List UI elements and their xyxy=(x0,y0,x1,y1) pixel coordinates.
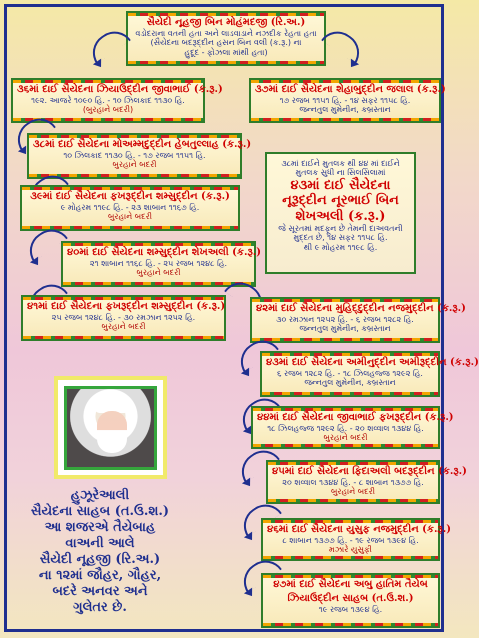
card-line: ૧૦ ઝિલકાદ ૧૧૩૦ હિ. - ૧૭ રજબ ૧૧૫૧ હિ. xyxy=(63,151,206,160)
card-title: ૪૨માં દાઈ સૈયેદના મુહિદ્દુદ્દીન નજમુદ્દીન (ક.રૂ.) xyxy=(256,303,466,314)
card-line: ૯ મોહરમ ૧૧૯૮ હિ. - ૨૩ શાબાન ૧૧૬૭ હિ. xyxy=(60,203,200,212)
card-line: ૧૯૨. આજરે ૧૦૯૦ હિ. - ૧૦ ઝિલકાદ ૧૧૩૦ હિ. xyxy=(31,96,185,105)
card-line: ૮ શાબાન ૧૩૭૭ હિ. - ૧૯ રજબ ૧૩૯૪ હિ. xyxy=(282,536,419,545)
card-title: ૪૫માં દાઈ સૈયેદના ફિદાઅલી બદરૂદ્દીન (ક.રૂ.) xyxy=(272,466,467,477)
card-title: ૩૭માં દાઈ સૈયેદના શેહાબુદ્દીન જલાલ (ક.રૂ.) xyxy=(255,84,446,95)
lineage-card xyxy=(260,351,479,397)
tribute-line: સૈયેદના સાહબ (ત.ઉ.શ.) xyxy=(30,503,170,519)
card-line: બુરહાને બદરી xyxy=(136,268,181,278)
tribute-line: હુઝૂરેઆલી xyxy=(70,488,130,503)
header-card xyxy=(126,11,326,66)
portrait-frame xyxy=(54,376,167,479)
lineage-card xyxy=(261,518,451,561)
header-line: (સૈયેદના બદરૂદ્દીન હસન બિન વલી (ક.રૂ.) ના xyxy=(150,38,302,48)
card-title: ૩૯માં દાઈ સૈયેદના ફખરૂદ્દીન શમ્સુદ્દીન (ક.રૂ.) xyxy=(30,191,230,202)
header-line: વડોદરાના વતની હતા અને લાડવાડાને નઝદીક રેહતા હતા xyxy=(135,29,317,38)
card-line: બુરહાને બદરી xyxy=(323,433,368,443)
header-title: સૈયેદી નૂહજી બિન મોહંમદજી (રિ.અ.) xyxy=(146,17,306,28)
tribute-line: આ શજરએ તૈયેબાહ xyxy=(44,519,156,535)
tribute-line: વાઅની આલે xyxy=(65,535,135,551)
highlight-title: નૂરૂદ્દીન નૂરભાઈ બિન xyxy=(282,193,399,209)
card-line: (બુરહાને બદરી) xyxy=(82,105,134,115)
tribute-line: ગુલેતર છે. xyxy=(73,599,127,615)
lineage-card xyxy=(20,185,240,231)
card-line: જન્નતુલ મુમેનીન, કબ્રસ્તાન xyxy=(299,105,391,115)
card-line: બુરહાને બદરી xyxy=(101,322,146,332)
highlight-box xyxy=(265,152,416,274)
lineage-card xyxy=(61,241,261,287)
lineage-card xyxy=(21,295,226,341)
lineage-card xyxy=(249,78,446,123)
card-line: ૨૧ શાબાન ૧૧૬૮ હિ. - ૨૫ રજબ ૧૨૪૮ હિ. xyxy=(89,259,228,268)
highlight-line: મુતલક સુધી ના સિલસિલામાં xyxy=(295,168,386,178)
card-line: બુરહાને બદરી xyxy=(107,212,153,222)
card-title: ૪૬માં દાઈ સૈયેદના યુસુફ નજમુદ્દીન (ક.રૂ.) xyxy=(267,524,451,535)
lineage-card xyxy=(261,573,440,628)
card-line: ૧૭ રજબ ૧૧૫૧ હિ. - ૧૪ સફર ૧૧૫૮ હિ. xyxy=(279,96,411,105)
lineage-card xyxy=(11,78,223,123)
card-line: જન્નતુલ મુમેનીન, કબ્રસ્તાન xyxy=(299,324,391,334)
card-title: ૪૧માં દાઈ સૈયેદના ફખરૂદ્દીન શમ્સુદ્દીન (ક.રૂ.) xyxy=(27,301,226,312)
tribute-line: બદરે અનવર અને xyxy=(52,583,148,599)
card-line: જન્નતુલ મુમેનીન, કબ્રસ્તાન xyxy=(304,378,396,388)
card-line: ૧૯ રજબ ૧૩૯૪ હિ. xyxy=(318,605,383,614)
card-title: ૩૮માં દાઈ સૈયેદના મોઅમ્મદુદ્દીન હેબતુલ્લાહ (ક.રૂ.) xyxy=(33,139,252,150)
highlight-line: ૩૮માં દાઈને મુતલક થી ૪૪ માં દાઈને xyxy=(281,159,400,168)
lineage-card xyxy=(251,406,454,449)
card-line: બુરહાને બદરી xyxy=(112,160,157,170)
highlight-title: શેખઅલી (ક.રૂ.) xyxy=(295,208,386,224)
lineage-card xyxy=(250,297,466,343)
card-title: ઝિયાઉદ્દીન સાહબ (ત.ઉ.શ.) xyxy=(287,593,414,604)
card-title: ૪૩માં દાઈ સૈયેદના અમીનુદ્દીન અમીરૂદ્દીન (ક.રૂ.) xyxy=(266,357,479,368)
card-title: ૪૪માં દાઈ સૈયેદના જીવાભાઈ ફખરૂદ્દીન (ક.રૂ.) xyxy=(257,412,454,423)
card-line: બુરહાને બદરી xyxy=(330,487,376,497)
lineage-card xyxy=(266,460,467,504)
highlight-line: જે સૂરતમાં મદફૂન છે તેમની દાઅવતની xyxy=(278,223,403,233)
card-line: ૨૫ રજબ ૧૨૪૮ હિ. - ૩૦ રમઝાન ૧૨૫૨ હિ. xyxy=(51,313,196,322)
tribute-line: સૈયેદી નૂહજી (રિ.અ.) xyxy=(39,551,161,567)
card-title: ૩૬માં દાઈ સૈયેદના ઝિયાઉદ્દીન જીવાભાઈ (ક.રૂ.) xyxy=(17,84,223,95)
tribute-text xyxy=(25,488,175,618)
highlight-line: થી ૯ મોહરમ ૧૧૯૮ હિ. xyxy=(303,242,378,252)
portrait-image xyxy=(64,386,157,470)
highlight-title: ૪૩માં દાઈ સૈયેદના xyxy=(290,177,391,193)
card-line: ૬ રજબ ૧૨૮૨ હિ. - ૧૮ ઝિલહજ્જ ૧૨૯૨ હિ. xyxy=(277,369,423,378)
card-line: ૧૮ ઝિલહજ્જ ૧૨૯૨ હિ. - ૨૦ શવ્વાલ ૧૩૪૪ હિ. xyxy=(267,424,424,433)
card-title: ૪૦માં દાઈ સૈયેદના શમ્સુદ્દીન શેખઅલી (ક.રૂ.) xyxy=(67,247,261,258)
header-line: હુદૂદ - ફોઝલા માંથી હતા) xyxy=(184,47,268,57)
card-line: મઝારે યુસુફી xyxy=(329,545,372,555)
lineage-card xyxy=(27,133,252,179)
card-title: ૪૭માં દાઈ સૈયેદના અબુ હાતિમ તૈયેબ xyxy=(273,579,428,590)
highlight-line: મુદ્દત છે, ૧૪ સફર ૧૧૫૮ હિ. xyxy=(293,233,388,243)
card-line: ૨૦ શવ્વાલ ૧૩૪૪ હિ. - ૮ શાબાન ૧૩૭૭ હિ. xyxy=(282,478,424,487)
tribute-line: ના ૧૨માં જૌહર, ગૌહર, xyxy=(38,567,162,583)
card-line: ૩૦ રમઝાન ૧૨૫૨ હિ. - ૬ રજબ ૧૨૮૨ હિ. xyxy=(276,315,414,324)
